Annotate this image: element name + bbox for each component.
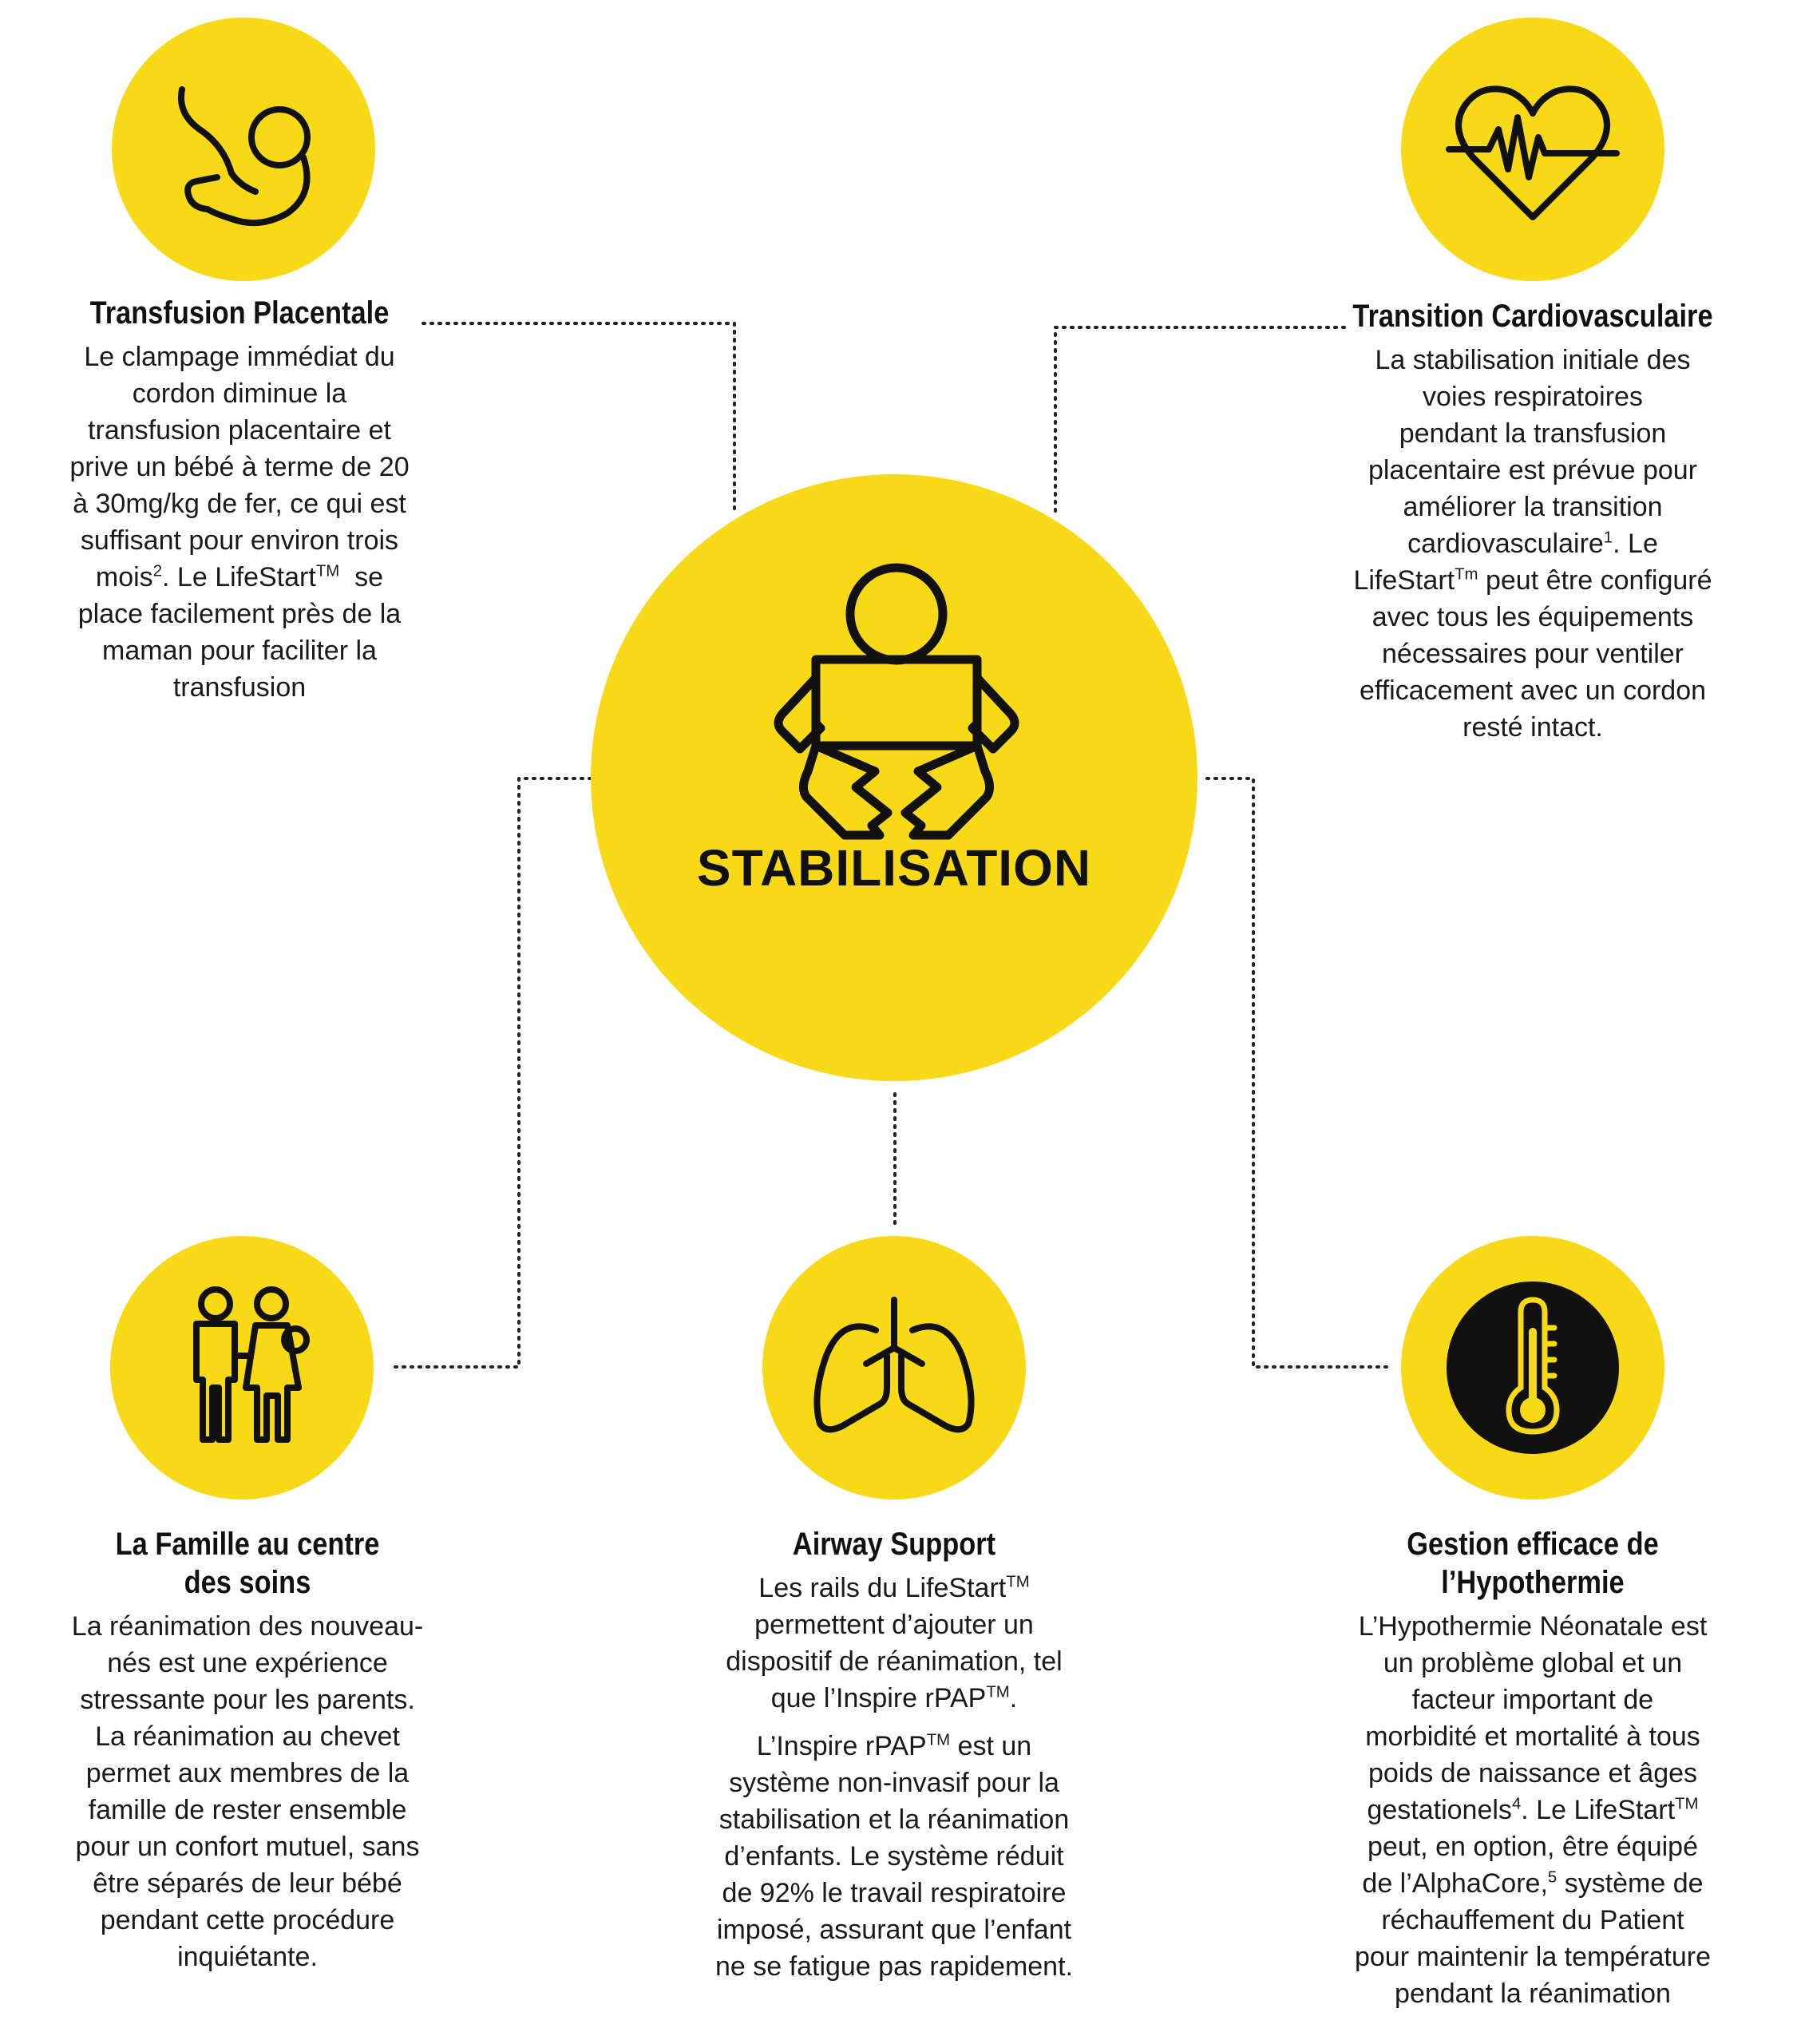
hypothermia-body [1325,1608,1740,2012]
airway-line: ne se fatigue pas rapidement. [715,1951,1073,1982]
cardio-title: Transition Cardiovasculaire [1352,299,1713,334]
airway-line: de 92% le travail respiratoire [722,1878,1067,1908]
hypothermia-line: facteur important de [1411,1685,1654,1715]
placental-line: suffisant pour environ trois [80,525,399,556]
hypothermia-line: L’Hypothermie Néonatale est [1358,1611,1708,1642]
placental-body [56,339,423,706]
airway-line: d’enfants. Le système réduit [724,1841,1064,1872]
family-body [48,1608,447,1975]
hypothermia-line: poids de naissance et âges [1368,1758,1698,1788]
family-circle [110,1236,374,1499]
placental-line: maman pour faciliter la [102,636,377,666]
hypothermia-line: réchauffement du Patient [1381,1905,1684,1935]
placental-line: transfusion placentaire et [88,415,391,446]
airway-paragraph-1 [703,1570,1086,1717]
hypothermia-title-line2: l’Hypothermie [1441,1565,1625,1600]
placental-line: à 30mg/kg de fer, ce qui est [73,489,406,519]
family-line: permet aux membres de la [85,1758,410,1788]
cardio-body [1317,342,1748,746]
family-line: être séparés de leur bébé [93,1868,402,1899]
placental-line: transfusion [172,672,307,703]
family-line: pendant cette procédure [100,1905,395,1935]
airway-block [703,1525,1086,1985]
placental-block [56,294,423,706]
placental-circle [112,18,375,281]
placental-line: cordon diminue la [132,378,347,409]
placental-title: Transfusion Placentale [89,295,390,331]
cardio-line: nécessaires pour ventiler [1382,639,1684,669]
connector-hypothermia [1207,778,1389,1367]
hypothermia-line: pendant la réanimation [1395,1979,1671,2009]
thermometer-icon [1401,1236,1664,1499]
airway-circle [762,1236,1026,1499]
cardio-line: voies respiratoires [1423,382,1643,412]
family-line: inquiétante. [177,1942,318,1972]
hypothermia-line: un problème global et un [1383,1648,1683,1678]
family-line: pour un confort mutuel, sans [75,1832,420,1862]
heart-pulse-icon [1401,18,1664,281]
airway-line: Les rails du LifeStart™ [758,1573,1030,1603]
cardio-line: cardiovasculaire$^1$. Le [1407,529,1658,559]
baby-icon [591,474,1197,1081]
airway-line: L’Inspire rPAP™ est un [756,1731,1032,1761]
cardio-circle [1401,18,1664,281]
family-line: La réanimation des nouveau- [71,1611,424,1642]
family-line: famille de rester ensemble [88,1795,407,1825]
cardio-block [1317,297,1748,746]
airway-line: stabilisation et la réanimation [718,1804,1070,1835]
placental-line: mois$^2$. Le LifeStart™ se [95,562,384,592]
placental-line: place facilement près de la [77,599,402,629]
airway-body [703,1570,1086,1985]
family-line: nés est une expérience [107,1648,388,1678]
family-line: stressante pour les parents. [80,1685,415,1715]
placental-line: Le clampage immédiat du [84,342,395,372]
hypothermia-block [1325,1525,1740,2012]
hypothermia-line: gestationels$^4$. Le LifeStart™ [1367,1795,1699,1825]
cardio-line: LifeStart$^{Tm}$ peut être configuré [1353,565,1712,596]
family-line: La réanimation au chevet [95,1721,400,1752]
family-icon [110,1236,374,1499]
center-label: STABILISATION [696,839,1092,897]
airway-title: Airway Support [792,1527,996,1562]
hypothermia-title-line1: Gestion efficace de [1407,1527,1659,1562]
airway-line: que l’Inspire rPAP™. [770,1683,1018,1713]
airway-paragraph-2 [703,1728,1086,1985]
family-block [48,1525,447,1975]
airway-line: dispositif de réanimation, tel [726,1646,1063,1677]
cardio-line: améliorer la transition [1403,492,1663,522]
family-title-line2: des soins [184,1565,311,1600]
airway-line: permettent d’ajouter un [754,1610,1034,1640]
cardio-line: placentaire est prévue pour [1368,455,1698,485]
connector-family [391,778,591,1367]
placental-line: prive un bébé à terme de 20 [69,452,410,482]
cardio-line: avec tous les équipements [1371,602,1694,632]
cardio-line: efficacement avec un cordon [1359,675,1707,706]
cardio-line: pendant la transfusion [1399,418,1667,449]
hypothermia-line: peut, en option, être équipé [1368,1832,1698,1862]
center-circle [591,474,1197,1081]
family-title-line1: La Famille au centre [115,1527,380,1562]
hypothermia-line: morbidité et mortalité à tous [1365,1721,1700,1752]
airway-line: imposé, assurant que l’enfant [716,1915,1072,1945]
cardio-line: La stabilisation initiale des [1375,345,1691,375]
airway-line: système non-invasif pour la [729,1768,1059,1798]
hypothermia-line: pour maintenir la température [1354,1942,1711,1972]
lungs-icon [762,1236,1026,1499]
fetus-icon [112,18,375,281]
hypothermia-circle [1401,1236,1664,1499]
hypothermia-line: de l’AlphaCore,$^5$ système de [1362,1868,1704,1899]
cardio-line: resté intact. [1463,712,1603,743]
